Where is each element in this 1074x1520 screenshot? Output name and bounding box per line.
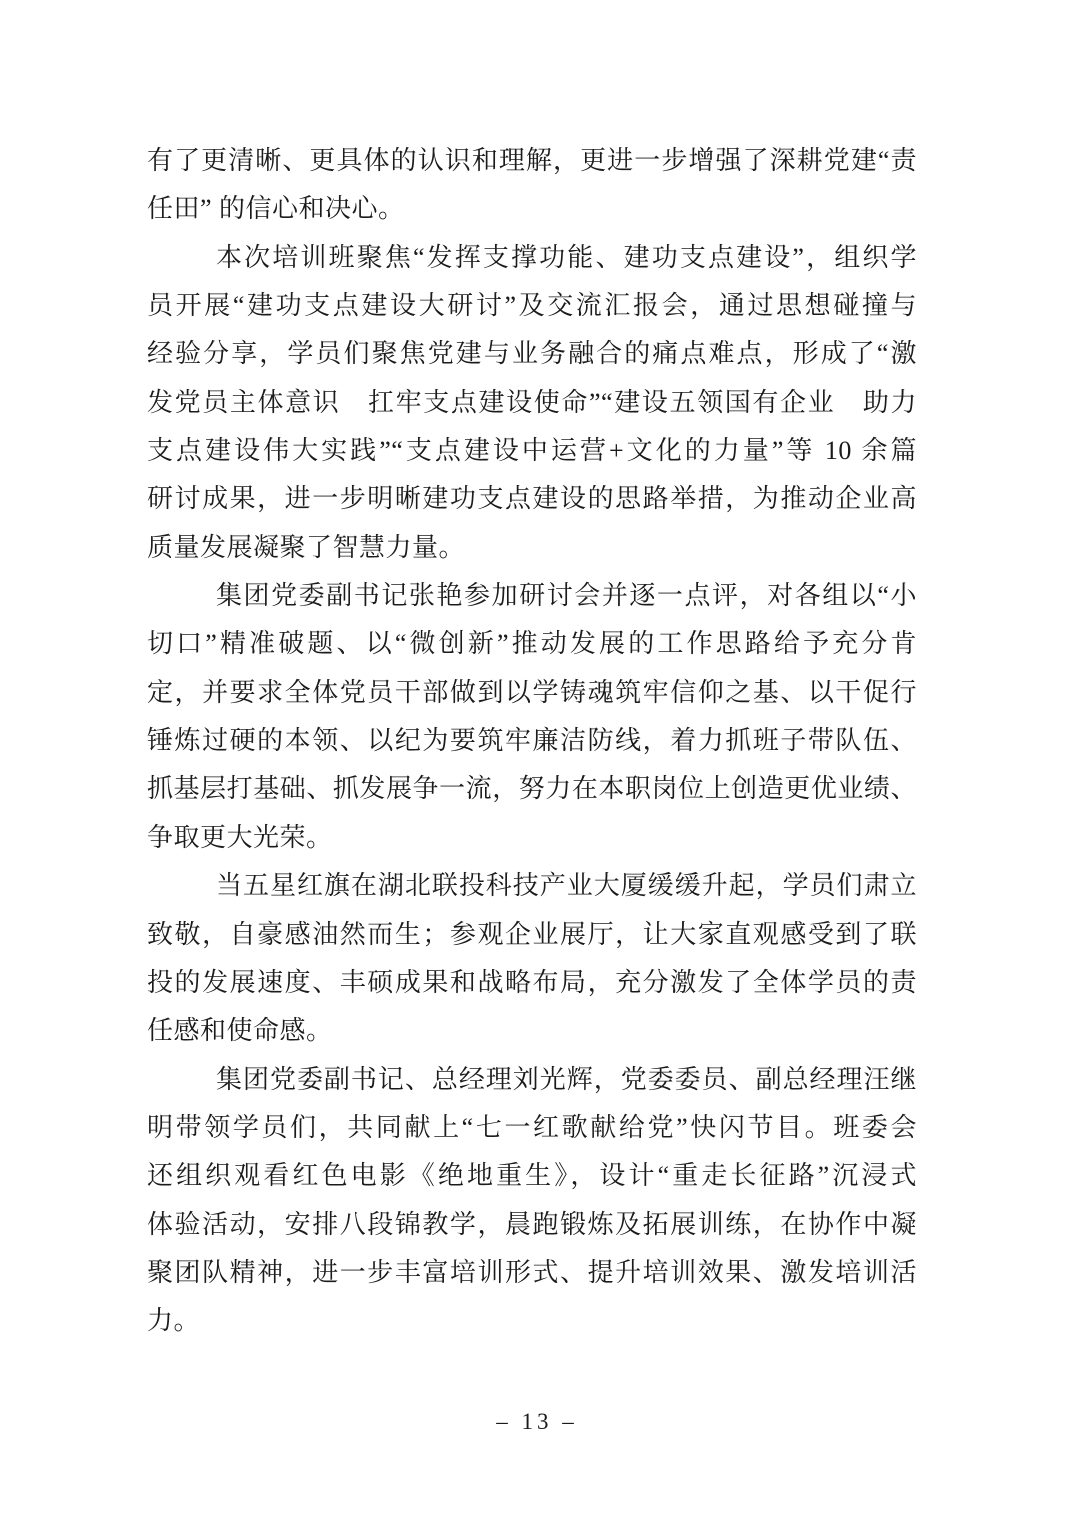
page-number: – 13 – [496,1409,578,1434]
text-line: 有了更清晰、更具体的认识和理解，更进一步增强了深耕党建“责 [147,146,917,175]
text-line: 争取更大光荣。 [147,822,333,852]
text-line: 定，并要求全体党员干部做到以学铸魂筑牢信仰之基、以干促行 [147,677,917,707]
text-line: 支点建设伟大实践”“支点建设中运营+文化的力量”等 10 余篇 [147,436,917,466]
text-line: 集团党委副书记、总经理刘光辉，党委委员、副总经理汪继 [216,1064,917,1094]
paragraph-deputy-secretary-review [147,572,917,862]
text-line: 当五星红旗在湖北联投科技产业大厦缓缓升起，学员们肃立 [216,871,917,901]
text-line: 抓基层打基础、抓发展争一流，努力在本职岗位上创造更优业绩、 [147,774,917,804]
text-line: 集团党委副书记张艳参加研讨会并逐一点评，对各组以“小 [216,581,917,611]
text-line: 发党员主体意识 扛牢支点建设使命”“建设五领国有企业 助力 [147,387,917,417]
text-line: 力。 [147,1306,201,1336]
text-line: 致敬，自豪感油然而生；参观企业展厅，让大家直观感受到了联 [147,919,917,949]
text-line: 经验分享，学员们聚焦党建与业务融合的痛点难点，形成了“激 [147,339,917,369]
text-line: 聚团队精神，进一步丰富培训形式、提升培训效果、激发培训活 [147,1257,917,1287]
paragraph-training-focus [147,234,917,572]
text-line: 员开展“建功支点建设大研讨”及交流汇报会，通过思想碰撞与 [147,291,917,321]
text-line: 切口”精准破题、以“微创新”推动发展的工作思路给予充分肯 [147,629,917,659]
document-body [147,137,917,1346]
paragraph-flag-raising [147,862,917,1055]
text-line: 研讨成果，进一步明晰建功支点建设的思路举措，为推动企业高 [147,484,917,514]
text-line: 锤炼过硬的本领、以纪为要筑牢廉洁防线，着力抓班子带队伍、 [147,726,917,756]
text-line: 明带领学员们，共同献上“七一红歌献给党”快闪节目。班委会 [147,1112,917,1142]
text-line: 体验活动，安排八段锦教学，晨跑锻炼及拓展训练，在协作中凝 [147,1209,917,1239]
text-line: 任感和使命感。 [147,1016,333,1046]
text-line: 本次培训班聚焦“发挥支撑功能、建功支点建设”，组织学 [216,242,917,272]
text-line: 质量发展凝聚了智慧力量。 [147,532,466,562]
paragraph-activities [147,1056,917,1346]
text-line: 投的发展速度、丰硕成果和战略布局，充分激发了全体学员的责 [147,967,917,997]
text-line: 任田” 的信心和决心。 [147,194,405,224]
text-line: 还组织观看红色电影《绝地重生》，设计“重走长征路”沉浸式 [147,1161,917,1191]
paragraph-continued [147,137,917,234]
